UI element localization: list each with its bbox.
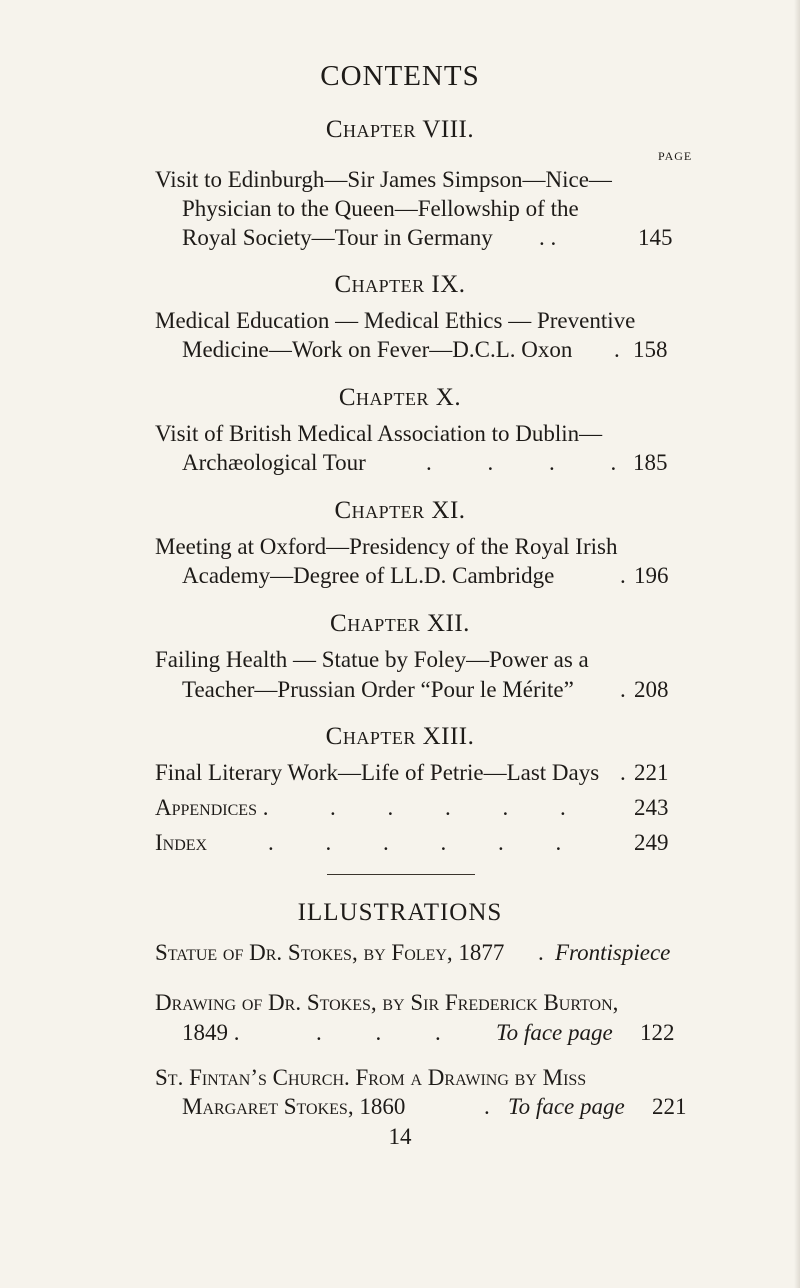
chapter-9-leader: . bbox=[614, 337, 620, 362]
section-divider bbox=[327, 874, 475, 875]
appendices-leader: . . . . . bbox=[330, 795, 566, 820]
chapter-11-line-2: Academy—Degree of LL.D. Cambridge bbox=[182, 563, 555, 588]
chapter-9-line-1: Medical Education — Medical Ethics — Preventive bbox=[155, 308, 636, 333]
chapter-8-line-1: Visit to Edinburgh—Sir James Simpson—Nice— bbox=[155, 167, 612, 192]
illustration-3-title: St. Fintan’s Church. From a Drawing by Miss bbox=[155, 1065, 587, 1090]
chapter-11-heading: Chapter XI. bbox=[334, 497, 466, 524]
chapter-12-line-2: Teacher—Prussian Order “Pour le Mérite” bbox=[182, 677, 574, 702]
illustration-3-leader: . bbox=[484, 1094, 490, 1119]
illustrations-title: ILLUSTRATIONS bbox=[297, 899, 503, 926]
chapter-10-line-1: Visit of British Medical Association to Dublin— bbox=[155, 421, 603, 446]
page-edge-shadow bbox=[794, 0, 800, 1288]
illustration-2-page-text: To face page bbox=[496, 1020, 613, 1045]
chapter-8-line-2: Physician to the Queen—Fellowship of the bbox=[182, 196, 579, 221]
illustration-1-leader: . bbox=[538, 940, 544, 965]
chapter-9-page: 158 bbox=[633, 337, 668, 362]
index-label: Index bbox=[155, 830, 208, 855]
illustration-1-page: Frontispiece bbox=[555, 940, 671, 965]
illustration-1-title: Statue of Dr. Stokes, by Foley, 1877 bbox=[155, 940, 505, 965]
chapter-8-leader: . . bbox=[539, 225, 557, 250]
chapter-11-leader: . bbox=[620, 563, 626, 588]
index-leader: . . . . . . bbox=[268, 830, 562, 855]
chapter-10-leader: . . . . bbox=[426, 450, 617, 475]
contents-title: CONTENTS bbox=[320, 60, 480, 92]
chapter-12-page: 208 bbox=[634, 677, 669, 702]
chapter-12-leader: . bbox=[620, 677, 626, 702]
illustration-3-page: 221 bbox=[652, 1094, 687, 1119]
illustration-2-page: 122 bbox=[640, 1020, 675, 1045]
illustration-2-year: 1849 . bbox=[182, 1020, 240, 1045]
page-column-label: PAGE bbox=[658, 149, 693, 163]
chapter-13-heading: Chapter XIII. bbox=[325, 723, 475, 750]
index-page: 249 bbox=[634, 830, 669, 855]
chapter-10-heading: Chapter X. bbox=[338, 384, 462, 411]
chapter-13-page: 221 bbox=[634, 760, 669, 785]
chapter-11-page: 196 bbox=[634, 563, 669, 588]
illustration-2-leader: . . . bbox=[316, 1020, 441, 1045]
chapter-12-line-1: Failing Health — Statue by Foley—Power as a bbox=[155, 647, 589, 672]
chapter-13-line-1: Final Literary Work—Life of Petrie—Last Days bbox=[155, 760, 600, 785]
chapter-13-leader: . bbox=[620, 760, 626, 785]
chapter-10-line-2: Archæological Tour bbox=[182, 450, 366, 475]
illustration-2-title: Drawing of Dr. Stokes, by Sir Frederick Burton, bbox=[155, 990, 619, 1015]
chapter-8-line-3: Royal Society—Tour in Germany bbox=[182, 225, 493, 250]
page-number: 14 bbox=[388, 1124, 412, 1149]
chapter-11-line-1: Meeting at Oxford—Presidency of the Royal Irish bbox=[155, 534, 618, 559]
chapter-12-heading: Chapter XII. bbox=[330, 610, 470, 637]
chapter-8-heading: Chapter VIII. bbox=[325, 116, 475, 143]
chapter-10-page: 185 bbox=[633, 450, 668, 475]
illustration-3-subtitle: Margaret Stokes, 1860 bbox=[182, 1094, 406, 1119]
appendices-page: 243 bbox=[634, 795, 669, 820]
chapter-9-heading: Chapter IX. bbox=[334, 271, 466, 298]
illustration-3-page-text: To face page bbox=[508, 1094, 625, 1119]
chapter-9-line-2: Medicine—Work on Fever—D.C.L. Oxon bbox=[182, 337, 573, 362]
appendices-label: Appendices . bbox=[155, 795, 269, 820]
chapter-8-page: 145 bbox=[638, 225, 673, 250]
